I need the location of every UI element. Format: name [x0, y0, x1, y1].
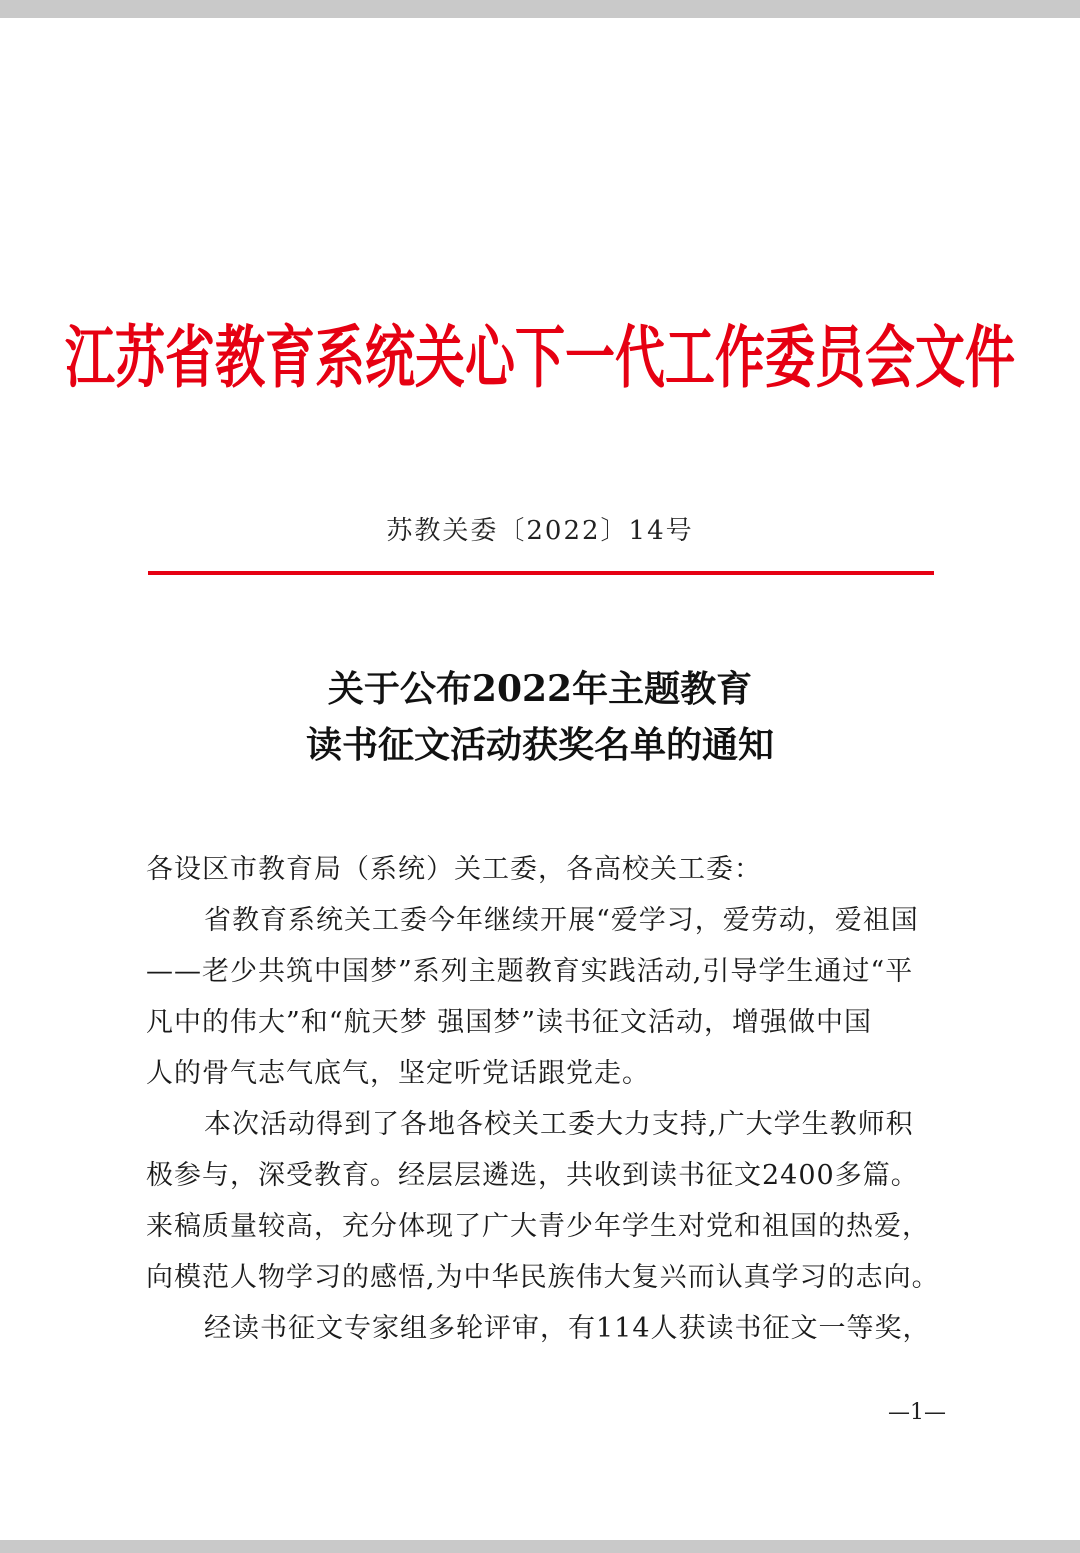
body-line: 省教育系统关工委今年继续开展“爱学习，爱劳动，爱祖国 [204, 905, 919, 936]
body-line: 人的骨气志气底气，坚定听党话跟党走。 [146, 1058, 650, 1089]
notice-body [146, 844, 946, 1354]
red-divider-line [148, 571, 934, 575]
notice-title-line-2: 读书征文活动获奖名单的通知 [305, 724, 774, 766]
document-number: 苏教关委〔2022〕14号 [386, 516, 694, 546]
salutation: 各设区市教育局（系统）关工委，各高校关工委： [146, 854, 762, 885]
notice-title-line-1: 关于公布2022年主题教育 [327, 668, 753, 710]
document-page [0, 18, 1080, 1540]
issuer-heading: 江苏省教育系统关心下一代工作委员会文件 [65, 318, 1015, 398]
body-line: 极参与，深受教育。经层层遴选，共收到读书征文2400多篇。 [146, 1160, 919, 1191]
body-line: ——老少共筑中国梦”系列主题教育实践活动,引导学生通过“平 [146, 956, 914, 987]
body-line: 凡中的伟大”和“航天梦 强国梦”读书征文活动，增强做中国 [146, 1007, 872, 1038]
body-line: 向模范人物学习的感悟,为中华民族伟大复兴而认真学习的志向。 [146, 1262, 940, 1293]
body-line: 经读书征文专家组多轮评审，有114人获读书征文一等奖， [204, 1313, 931, 1344]
notice-title [0, 661, 1080, 773]
body-line: 来稿质量较高，充分体现了广大青少年学生对党和祖国的热爱， [146, 1211, 930, 1242]
body-line: 本次活动得到了各地各校关工委大力支持,广大学生教师积 [204, 1109, 914, 1140]
page-number: —1— [888, 1400, 946, 1425]
